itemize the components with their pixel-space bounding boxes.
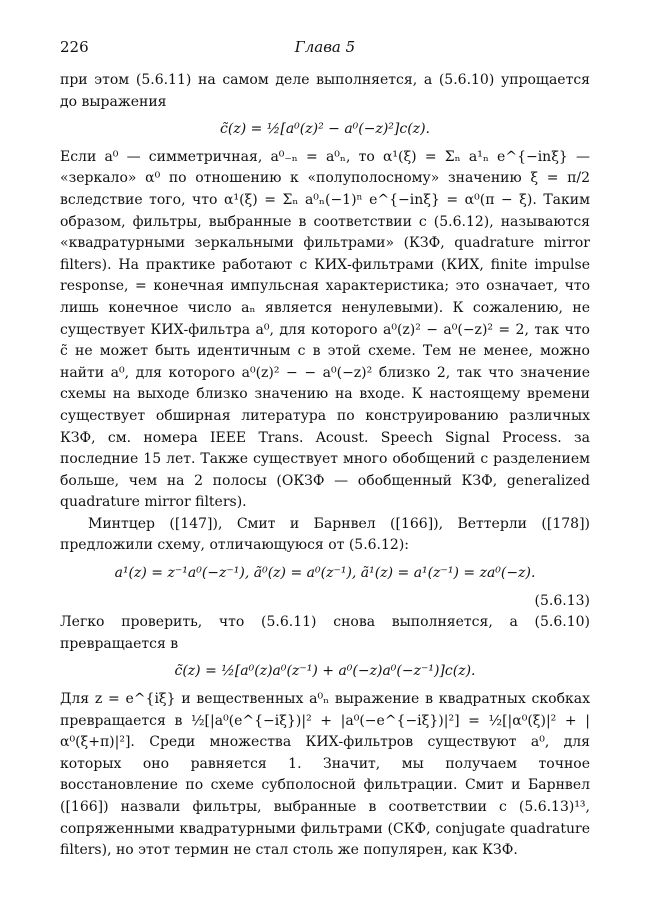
equation-3: c̃(z) = ½[a⁰(z)a⁰(z⁻¹) + a⁰(−z)a⁰(−z⁻¹)]c(z). bbox=[174, 663, 476, 680]
paragraph-1: при этом (5.6.11) на самом деле выполняется, а (5.6.10) упрощается до выражения bbox=[60, 72, 590, 110]
running-header bbox=[60, 38, 590, 58]
paragraph-4: Легко проверить, что (5.6.11) снова выполняется, а (5.6.10) превращается в bbox=[60, 614, 590, 652]
paragraph-2: Если a⁰ — симметричная, a⁰₋ₙ = a⁰ₙ, то α¹(ξ) = Σₙ a¹ₙ e^{−inξ} — «зеркало» α⁰ по отношению к «полуполосному» значению ξ = π/2 вследствие того, что α¹(ξ) = Σₙ a⁰ₙ(−1)ⁿ e^{−inξ} = α⁰(π − ξ). Таким образом, фильтры, выбранные в соответствии с (5.6.12), называются «квадратурными зеркальными фильтрами» (КЗФ, quadrature mirror filters). На практике работают с КИХ-фильтрами (КИХ, finite impulse response, = конечная импульсная характеристика; это означает, что лишь конечное число aₙ является ненулевыми). К сожалению, не существует КИХ-фильтра a⁰, для которого a⁰(z)² − a⁰(−z)² = 2, так что c̃ не может быть идентичным c в этой схеме. Тем не менее, можно найти a⁰, для которого a⁰(z)² − − a⁰(−z)² близко 2, так что значение схемы на выходе близко значению на входе. К настоящему времени существует обширная литература по конструированию различных КЗФ, см. номера IEEE Trans. Acoust. Speech Signal Process. за последние 15 лет. Также существует много обобщений с разделением больше, чем на 2 полосы (ОКЗФ — обобщенный КЗФ, generalized quadrature mirror filters). bbox=[60, 148, 590, 511]
paragraph-5: Для z = e^{iξ} и вещественных a⁰ₙ выражение в квадратных скобках превращается в ½[|a⁰(e^{−iξ})|² + |a⁰(−e^{−iξ})|²] = ½[|α⁰(ξ)|² + |α⁰(ξ+π)|²]. Среди множества КИХ-фильтров существуют a⁰, для которых оно равняется 1. Значит, мы получаем точное восстановление по схеме субполосной фильтрации. Смит и Барнвел ([166]) назвали фильтры, выбранные в соответствии с (5.6.13)¹³, сопряженными квадратурными фильтрами (СКФ, conjugate quadrature filters), но этот термин не стал столь же популярен, как КЗФ. bbox=[60, 691, 590, 859]
paragraph-3: Минтцер ([147]), Смит и Барнвел ([166]), Веттерли ([178]) предложили схему, отличающуюся от (5.6.12): bbox=[60, 515, 590, 554]
equation-1: c̃(z) = ½[a⁰(z)² − a⁰(−z)²]c(z). bbox=[220, 121, 430, 138]
equation-2: a¹(z) = z⁻¹a⁰(−z⁻¹), ã⁰(z) = a⁰(z⁻¹), ã¹(z) = a¹(z⁻¹) = za⁰(−z). bbox=[114, 565, 536, 582]
page-number: 226 bbox=[60, 38, 89, 56]
main-text bbox=[60, 70, 590, 862]
equation-2-number: (5.6.13) bbox=[534, 592, 590, 609]
chapter-title: Глава 5 bbox=[294, 38, 356, 56]
